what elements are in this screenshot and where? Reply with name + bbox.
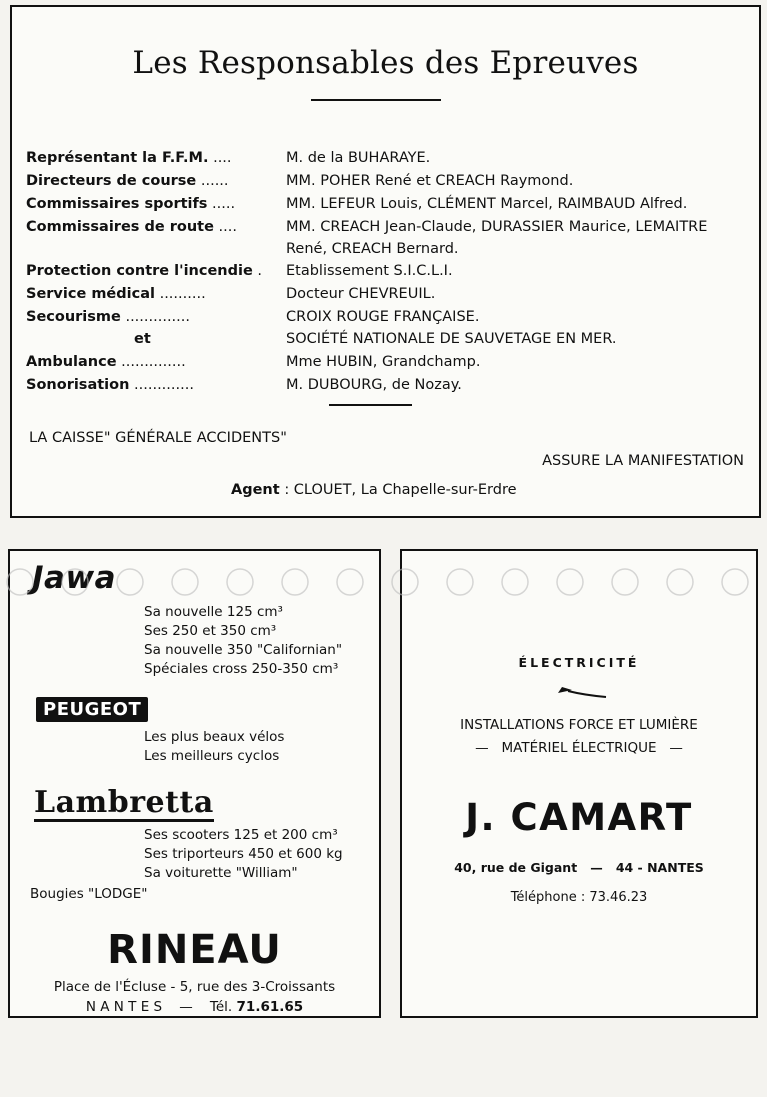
agent-line [231,482,517,498]
rineau-name: RINEAU [107,927,282,973]
row-label: Service médical [26,286,155,302]
row-label: Ambulance [26,354,117,370]
row-label: Commissaires de route [26,219,214,235]
camart-line2: — MATÉRIEL ÉLECTRIQUE — [475,740,683,756]
peugeot-logo: PEUGEOT [36,697,148,722]
row-value: CROIX ROUGE FRANÇAISE. [286,309,480,325]
page-title: Les Responsables des Epreuves [132,45,639,81]
camart-address: 40, rue de Gigant — 44 - NANTES [454,860,704,875]
row-value-2: SOCIÉTÉ NATIONALE DE SAUVETAGE EN MER. [286,331,617,347]
row-label: Directeurs de course [26,173,197,189]
lambretta-lines: Ses scooters 125 et 200 cm³ Ses triporteurs 450 et 600 kg Sa voiturette "William" [144,827,343,881]
rineau-ad [8,549,381,1018]
row-label: Représentant la F.F.M. [26,150,209,166]
lower-divider [329,404,412,406]
camart-name: J. CAMART [465,796,693,839]
rineau-city-tel: N A N T E S — Tél. 71.61.65 [85,999,304,1015]
peugeot-lines: Les plus beaux vélos Les meilleurs cyclos [144,729,285,764]
row-label: Commissaires sportifs [26,196,208,212]
row-value: M. DUBOURG, de Nozay. [286,377,462,393]
jawa-lines: Sa nouvelle 125 cm³ Ses 250 et 350 cm³ Sa nouvelle 350 "Californian" Spéciales cross 250-350 cm³ [144,604,343,677]
row-sub-label: et [134,331,151,347]
row-value: MM. CREACH Jean-Claude, DURASSIER Maurice, LEMAITRE René, CREACH Bernard. [286,219,708,257]
pen-stroke-icon [554,681,614,699]
row-value: MM. LEFEUR Louis, CLÉMENT Marcel, RAIMBAUD Alfred. [286,196,688,212]
row-value: Mme HUBIN, Grandchamp. [286,354,481,370]
row-secourisme: Secourisme .............. CROIX ROUGE FRANÇAISE. et SOCIÉTÉ NATIONALE DE SAUVETAGE EN MER. [26,306,749,350]
row-label: Protection contre l'incendie [26,263,253,279]
agent-label: Agent [231,482,280,498]
camart-heading: ÉLECTRICITÉ [518,655,640,670]
row-value: M. de la BUHARAYE. [286,150,431,166]
insurer-tail: ASSURE LA MANIFESTATION [542,453,744,469]
agent-value: : CLOUET, La Chapelle-sur-Erdre [284,482,517,498]
row-value: MM. POHER René et CREACH Raymond. [286,173,574,189]
row-value: Docteur CHEVREUIL. [286,286,436,302]
rineau-address: Place de l'Écluse - 5, rue des 3-Croissants [53,979,336,995]
camart-ad [400,549,758,1018]
bougies-line: Bougies "LODGE" [30,886,148,902]
row-label: Secourisme [26,309,121,325]
rineau-tel: 71.61.65 [236,999,304,1015]
row-label: Sonorisation [26,377,130,393]
insurer-line: LA CAISSE" GÉNÉRALE ACCIDENTS" [29,430,287,446]
lambretta-logo: Lambretta [34,785,214,820]
row-value: Etablissement S.I.C.L.I. [286,263,453,279]
responsables-box: Les Responsables des Epreuves Représentant la F.F.M. .... M. de la BUHARAYE. Directeurs de course ...... MM. POHER René et CREACH Raymond. Commissaires sportifs ..... MM. LEFEUR Louis, CLÉMENT Marcel, RAIMBAUD Alfred. Commissaires de route .... MM. CREACH Jean-Claude, DURASSIER Maurice, LEMAITRE René, CREACH Bernard. Protection contre l'incendie . Etablissement S.I.C.L.I. Service médical .......... Docteur CHEVREUIL. Secourisme .............. CROIX ROUGE FRANÇAISE. et SOCIÉTÉ NATIONALE DE SAUVETAGE EN MER. Ambulance .............. Mme HUBIN, Grandchamp. Sonorisation ............. M. DUBOURG, de Nozay. LA CAISSE" GÉNÉRALE ACCIDENTS" ASSURE LA MANIFESTATION Agent : CLOUET, La Chapelle-sur-Erdre [10,5,761,518]
camart-line1: INSTALLATIONS FORCE ET LUMIÈRE [460,717,698,733]
title-divider [311,99,441,101]
jawa-logo: Jawa [32,560,117,596]
camart-phone: Téléphone : 73.46.23 [510,890,648,905]
